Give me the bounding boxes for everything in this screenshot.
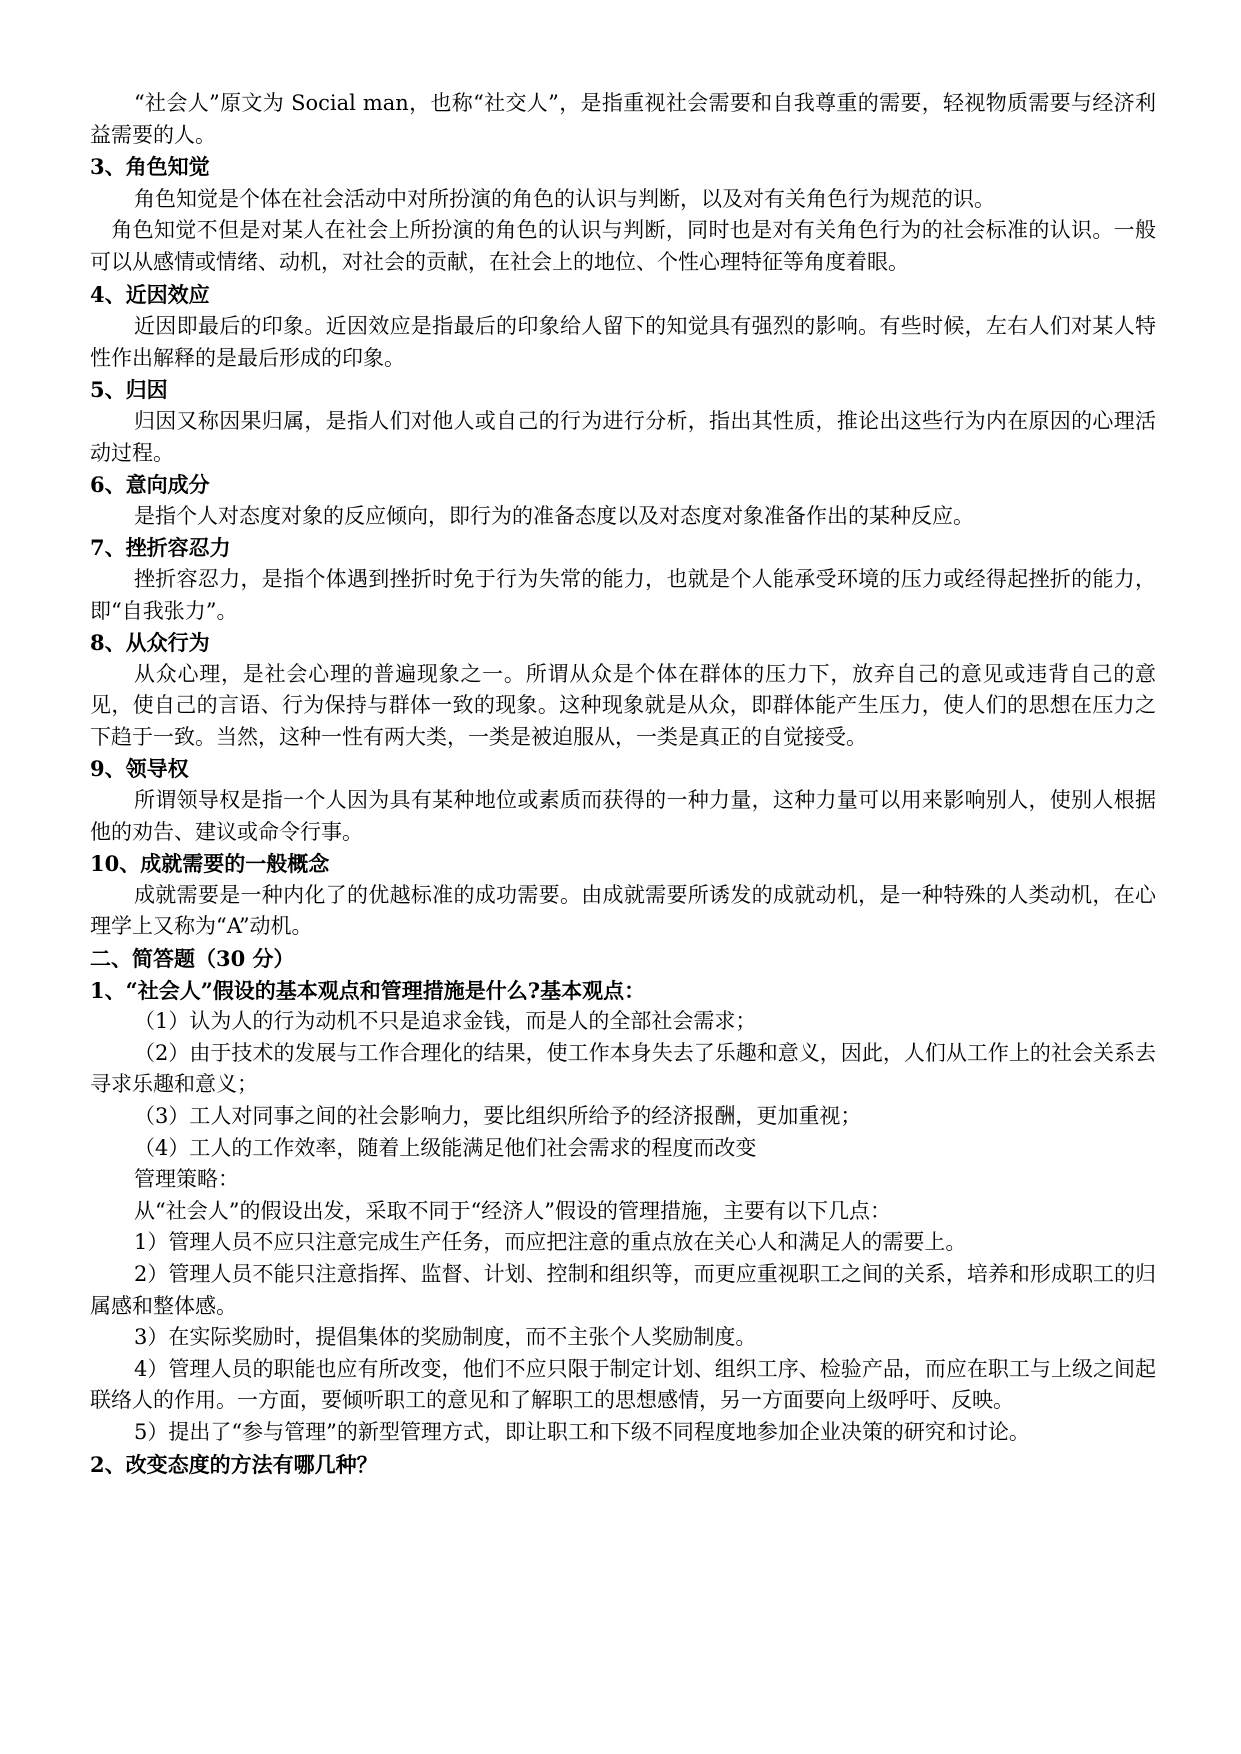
paragraph bbox=[90, 215, 1156, 278]
paragraph bbox=[90, 1196, 1156, 1228]
artifact-mark bbox=[229, 1167, 250, 1191]
artifact-mark bbox=[964, 504, 985, 528]
text: 角色知觉不但是对某人在社会上所扮演的角色的认识与判断，同时也是对有关角色行为的社会标准的认识。一般可以从感情或情绪、动机，对社会的贡献，在社会上的地位、个性心理特征等角度着眼。 bbox=[90, 218, 1156, 274]
text: 是指个人对态度对象的反应倾向，即行为的准备态度以及对态度对象准备作出的某种反应。 bbox=[134, 503, 964, 528]
paragraph bbox=[90, 785, 1156, 848]
text: 角色知觉是个体在社会活动中对所扮演的角色的认识与判断，以及对有关角色行为规范的识。 bbox=[134, 186, 995, 211]
paragraph bbox=[90, 1354, 1156, 1417]
section-heading bbox=[90, 374, 1156, 406]
paragraph bbox=[90, 501, 1156, 533]
text: 2）管理人员不能只注意指挥、监督、计划、控制和组织等，而更应重视职工之间的关系，培养和形成职工的归属感和整体感。 bbox=[90, 1261, 1156, 1318]
section-heading bbox=[90, 469, 1156, 501]
section-heading bbox=[90, 532, 1156, 564]
artifact-mark bbox=[227, 599, 248, 623]
text: （3）工人对同事之间的社会影响力，要比组织所给予的经济报酬，更加重视； bbox=[134, 1104, 862, 1128]
text: 归因又称因果归属，是指人们对他人或自己的行为进行分析，指出其性质，推论出这些行为内在原因的心理活动过程。 bbox=[90, 408, 1156, 465]
text: 挫折容忍力，是指个体遇到挫折时免于行为失常的能力，也就是个人能承受环境的压力或经得起挫折的能力，即“自我张力”。 bbox=[90, 566, 1156, 623]
artifact-mark bbox=[1004, 1388, 1025, 1412]
paragraph bbox=[90, 1259, 1156, 1322]
text: 所谓领导权是指一个人因为具有某种地位或素质而获得的一种力量，这种力量可以用来影响别人，使别人根据他的劝告、建议或命令行事。 bbox=[90, 788, 1156, 844]
section-heading bbox=[90, 151, 1156, 184]
paragraph bbox=[90, 880, 1156, 943]
text: 5、归因 bbox=[90, 377, 168, 403]
section-heading bbox=[90, 1449, 1156, 1481]
text: 从“社会人”的假设出发，采取不同于“经济人”假设的管理措施，主要有以下几点： bbox=[134, 1198, 881, 1223]
list-item bbox=[90, 1006, 1156, 1038]
text: 7、挫折容忍力 bbox=[90, 535, 231, 561]
paragraph bbox=[90, 659, 1156, 754]
artifact-mark bbox=[206, 123, 227, 147]
text: 从众心理，是社会心理的普遍现象之一。所谓从众是个体在群体的压力下，放弃自己的意见或违背自己的意见，使自己的言语、行为保持与群体一致的现象。这种现象就是从众，即群体能产生压力，使人们的思想在压力之下趋于一致。当然，这种一性有两大类，一类是被迫服从，一类是真正的自觉接受。 bbox=[90, 661, 1156, 749]
list-item bbox=[90, 1164, 1156, 1196]
text: 10、成就需要的一般概念 bbox=[90, 851, 330, 877]
section-heading bbox=[90, 627, 1156, 659]
list-item bbox=[90, 1101, 1156, 1133]
artifact-mark bbox=[210, 283, 231, 307]
section-heading bbox=[90, 279, 1156, 312]
paragraph bbox=[90, 311, 1156, 374]
artifact-mark bbox=[899, 250, 920, 274]
section-heading bbox=[90, 848, 1156, 880]
text: 4、近因效应 bbox=[90, 281, 210, 307]
artifact-mark bbox=[880, 1199, 901, 1223]
text: 6、意向成分 bbox=[90, 472, 210, 498]
text: 成就需要是一种内化了的优越标准的成功需要。由成就需要所诱发的成就动机，是一种特殊的人类动机，在心理学上又称为“A”动机。 bbox=[90, 882, 1156, 939]
text: 管理策略： bbox=[134, 1167, 229, 1192]
text: 8、从众行为 bbox=[90, 630, 210, 656]
paragraph bbox=[90, 564, 1156, 627]
text: 2、改变态度的方法有哪几种？ bbox=[90, 1451, 378, 1477]
paragraph bbox=[90, 406, 1156, 469]
section-heading bbox=[90, 943, 1156, 975]
artifact-mark bbox=[395, 346, 416, 370]
list-item bbox=[90, 1133, 1156, 1165]
text: （1）认为人的行为动机不只是追求金钱，而是人的全部社会需求； bbox=[134, 1009, 757, 1034]
text: （4）工人的工作效率，随着上级能满足他们社会需求的程度而改变 bbox=[134, 1135, 757, 1160]
paragraph bbox=[90, 1322, 1156, 1354]
list-item bbox=[90, 1038, 1156, 1101]
section-heading bbox=[90, 975, 1156, 1007]
paragraph bbox=[90, 184, 1156, 216]
text: 5）提出了“参与管理”的新型管理方式，即让职工和下级不同程度地参加企业决策的研究和讨论。 bbox=[134, 1419, 1030, 1444]
artifact-mark bbox=[210, 155, 231, 179]
text: 3、角色知觉 bbox=[90, 154, 210, 180]
text: 二、简答题（30 分） bbox=[90, 946, 295, 972]
text: （2）由于技术的发展与工作合理化的结果，使工作本身失去了乐趣和意义，因此，人们从工作上的社会关系去寻求乐趣和意义； bbox=[90, 1040, 1156, 1097]
paragraph bbox=[90, 1417, 1156, 1449]
section-heading bbox=[90, 753, 1156, 785]
text: 3）在实际奖励时，提倡集体的奖励制度，而不主张个人奖励制度。 bbox=[134, 1325, 746, 1350]
artifact-mark bbox=[164, 441, 185, 465]
artifact-mark bbox=[746, 1325, 767, 1349]
text: 1）管理人员不应只注意完成生产任务，而应把注意的重点放在关心人和满足人的需要上。 bbox=[134, 1230, 967, 1255]
paragraph bbox=[90, 1227, 1156, 1259]
text: 1、“社会人”假设的基本观点和管理措施是什么?基本观点： bbox=[90, 977, 646, 1003]
text: “社会人”原文为 Social man，也称“社交人”，是指重视社会需要和自我尊重的需要，轻视物质需要与经济利益需要的人。 bbox=[90, 91, 1156, 147]
text: 近因即最后的印象。近因效应是指最后的印象给人留下的知觉具有强烈的影响。有些时候，左右人们对某人特性作出解释的是最后形成的印象。 bbox=[90, 314, 1156, 370]
text: 4）管理人员的职能也应有所改变，他们不应只限于制定计划、组织工序、检验产品，而应在职工与上级之间起联络人的作用。一方面，要倾听职工的意见和了解职工的思想感情，另一方面要向上级呼吁、反映。 bbox=[90, 1356, 1156, 1413]
artifact-mark bbox=[227, 1294, 248, 1318]
text: 9、领导权 bbox=[90, 756, 189, 782]
paragraph bbox=[90, 88, 1156, 151]
